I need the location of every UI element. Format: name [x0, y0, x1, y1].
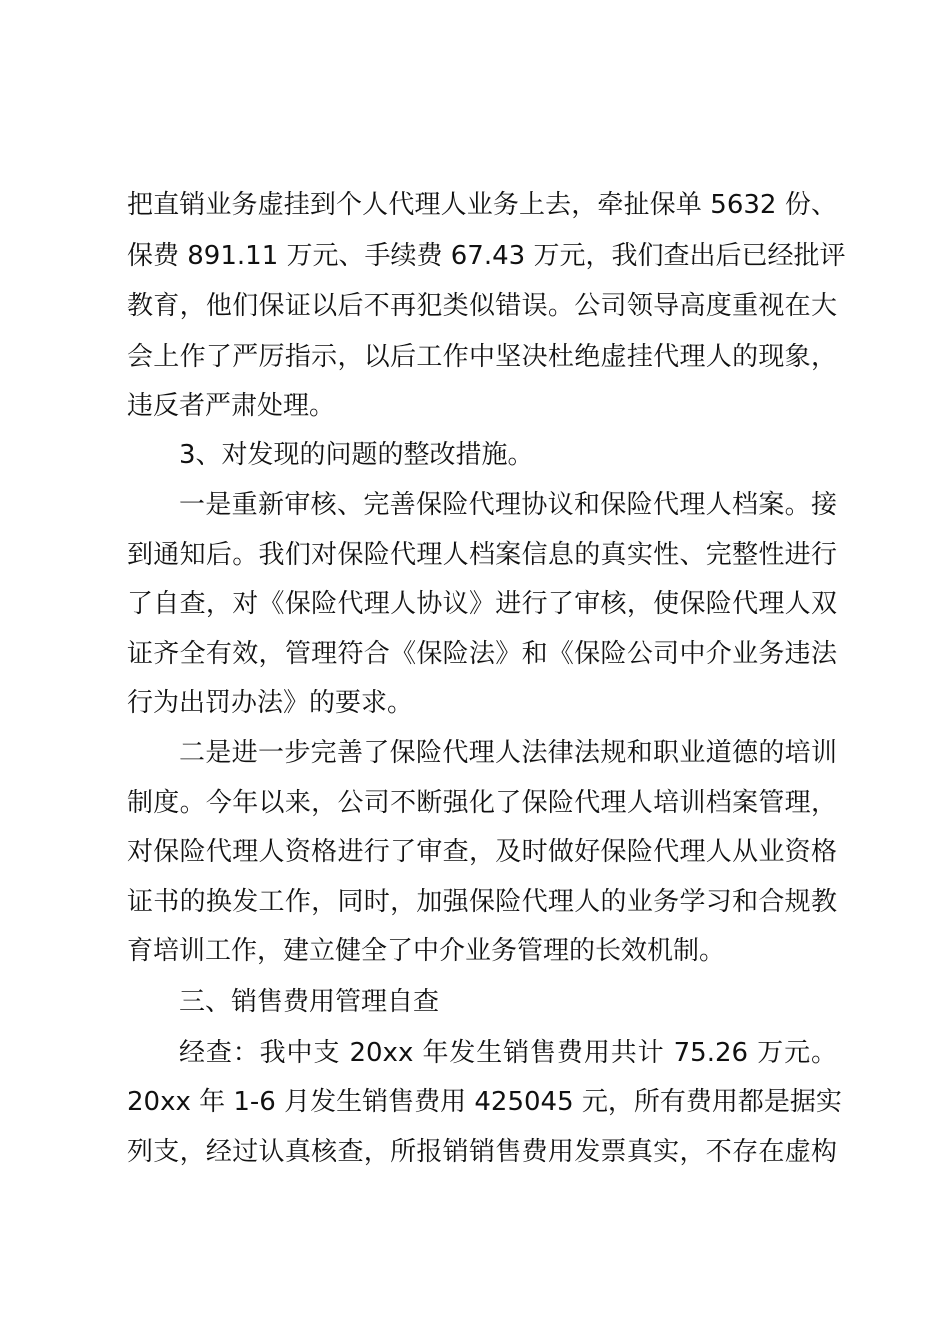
section-heading: 三、销售费用管理自查 — [179, 987, 440, 1017]
text-line: 育培训工作，建立健全了中介业务管理的长效机制。 — [127, 936, 726, 966]
paragraph-first-line: 一是重新审核、完善保险代理协议和保险代理人档案。接 — [179, 490, 837, 520]
text-line: 把直销业务虚挂到个人代理人业务上去，牵扯保单 5632 份、 — [127, 190, 837, 220]
text-line: 列支，经过认真核查，所报销销售费用发票真实，不存在虚构 — [127, 1137, 837, 1167]
text-line: 20xx 年 1-6 月发生销售费用 425045 元，所有费用都是据实 — [127, 1087, 842, 1117]
section-heading: 3、对发现的问题的整改措施。 — [179, 440, 534, 470]
text-line: 到通知后。我们对保险代理人档案信息的真实性、完整性进行 — [127, 540, 837, 570]
text-line: 对保险代理人资格进行了审查，及时做好保险代理人从业资格 — [127, 837, 837, 867]
text-line: 会上作了严厉指示，以后工作中坚决杜绝虚挂代理人的现象， — [127, 342, 837, 372]
text-line: 了自查，对《保险代理人协议》进行了审核，使保险代理人双 — [127, 589, 837, 619]
paragraph-first-line: 经查：我中支 20xx 年发生销售费用共计 75.26 万元。 — [179, 1038, 837, 1068]
text-line: 违反者严肃处理。 — [127, 391, 336, 421]
text-line: 保费 891.11 万元、手续费 67.43 万元，我们查出后已经批评 — [127, 241, 846, 271]
text-line: 证书的换发工作，同时，加强保险代理人的业务学习和合规教 — [127, 887, 837, 917]
text-line: 制度。今年以来，公司不断强化了保险代理人培训档案管理， — [127, 788, 837, 818]
text-line: 行为出罚办法》的要求。 — [127, 688, 414, 718]
text-line: 证齐全有效，管理符合《保险法》和《保险公司中介业务违法 — [127, 639, 837, 669]
paragraph-first-line: 二是进一步完善了保险代理人法律法规和职业道德的培训 — [179, 738, 837, 768]
text-line: 教育，他们保证以后不再犯类似错误。公司领导高度重视在大 — [127, 291, 837, 321]
